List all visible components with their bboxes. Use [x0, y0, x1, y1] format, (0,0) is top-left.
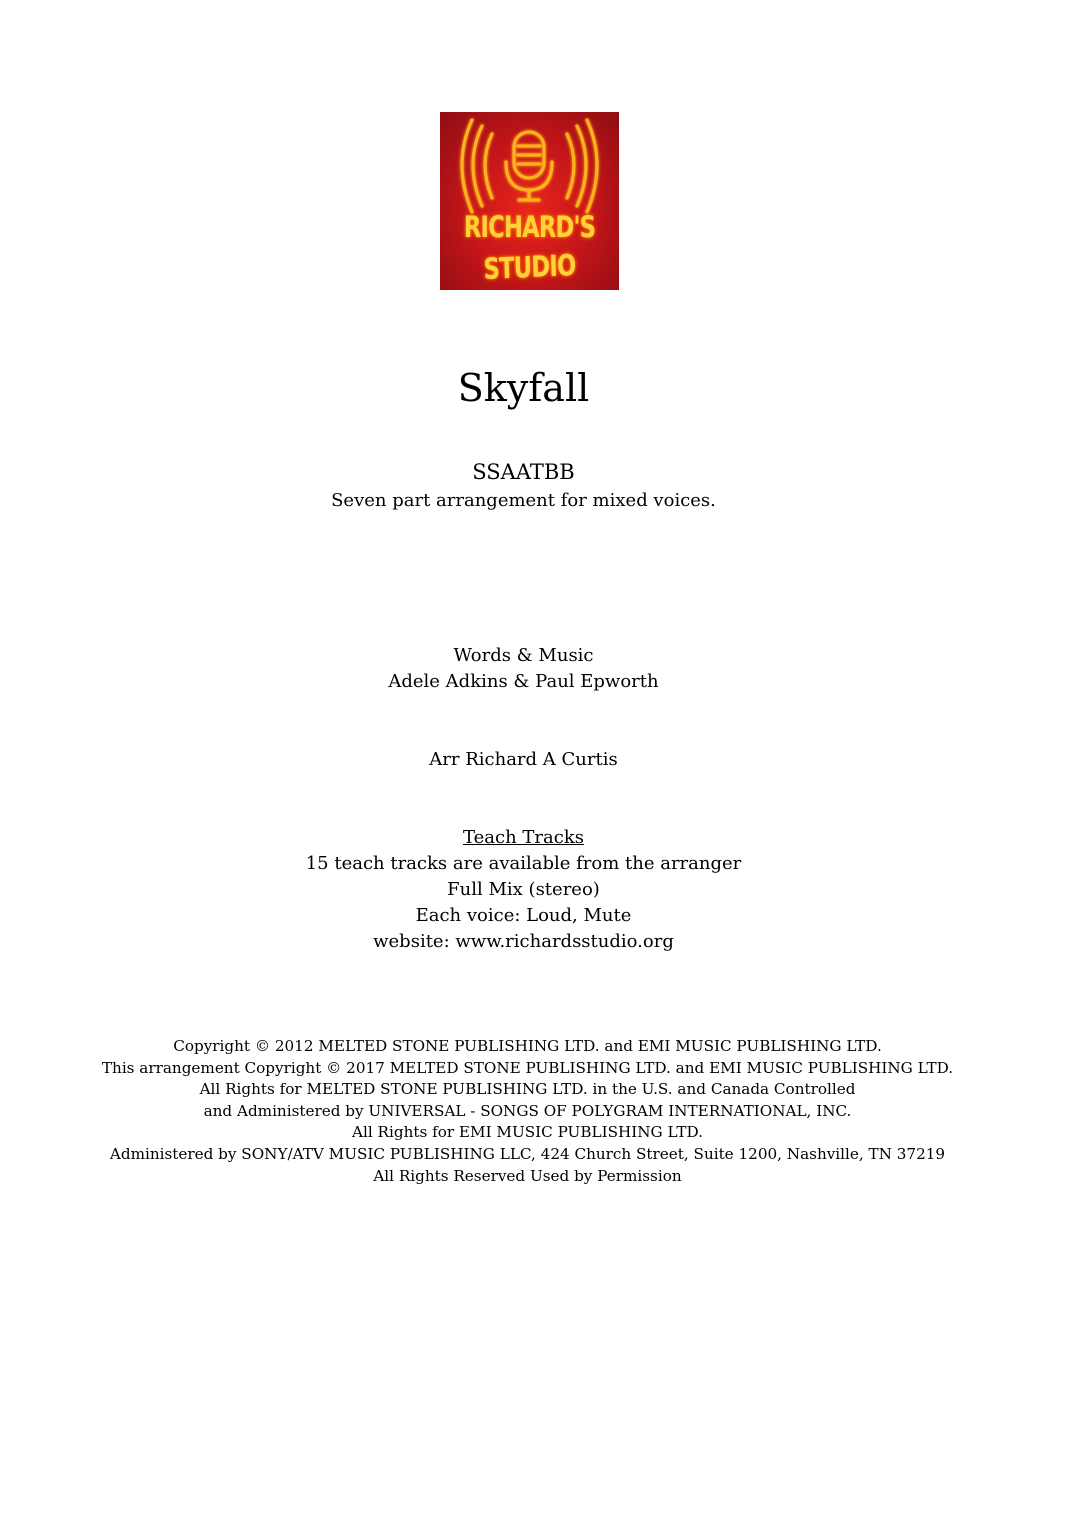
- copyright-line: All Rights for EMI MUSIC PUBLISHING LTD.: [352, 1123, 703, 1142]
- song-title: Skyfall: [457, 366, 590, 410]
- copyright-line: Copyright © 2012 MELTED STONE PUBLISHING LTD. and EMI MUSIC PUBLISHING LTD.: [173, 1037, 882, 1055]
- copyright-notice: [0, 1036, 1063, 1187]
- copyright-line: All Rights Reserved Used by Permission: [373, 1166, 682, 1185]
- teach-tracks-line: Full Mix (stereo): [447, 879, 600, 900]
- teach-tracks-website: website: www.richardsstudio.org: [373, 931, 674, 952]
- composers: Adele Adkins & Paul Epworth: [388, 671, 659, 692]
- teach-tracks-line: 15 teach tracks are available from the arranger: [305, 853, 742, 874]
- copyright-line: and Administered by UNIVERSAL - SONGS OF POLYGRAM INTERNATIONAL, INC.: [203, 1101, 852, 1120]
- studio-logo: [440, 112, 619, 290]
- logo-text-line2: STUDIO: [483, 247, 576, 287]
- teach-tracks-line: Each voice: Loud, Mute: [415, 905, 632, 926]
- arranger: Arr Richard A Curtis: [429, 749, 618, 770]
- copyright-line: This arrangement Copyright © 2017 MELTED STONE PUBLISHING LTD. and EMI MUSIC PUBLISHING LTD.: [101, 1058, 954, 1077]
- copyright-line: All Rights for MELTED STONE PUBLISHING LTD. in the U.S. and Canada Controlled: [199, 1080, 856, 1099]
- arrangement-description: Seven part arrangement for mixed voices.: [331, 490, 716, 511]
- words-music-label: Words & Music: [453, 645, 594, 666]
- teach-tracks-heading: Teach Tracks: [463, 827, 584, 848]
- voicing: SSAATBB: [472, 460, 575, 484]
- copyright-line: Administered by SONY/ATV MUSIC PUBLISHING LLC, 424 Church Street, Suite 1200, Nashville, TN 37219: [109, 1144, 946, 1163]
- logo-text-line1: RICHARD'S: [463, 210, 596, 244]
